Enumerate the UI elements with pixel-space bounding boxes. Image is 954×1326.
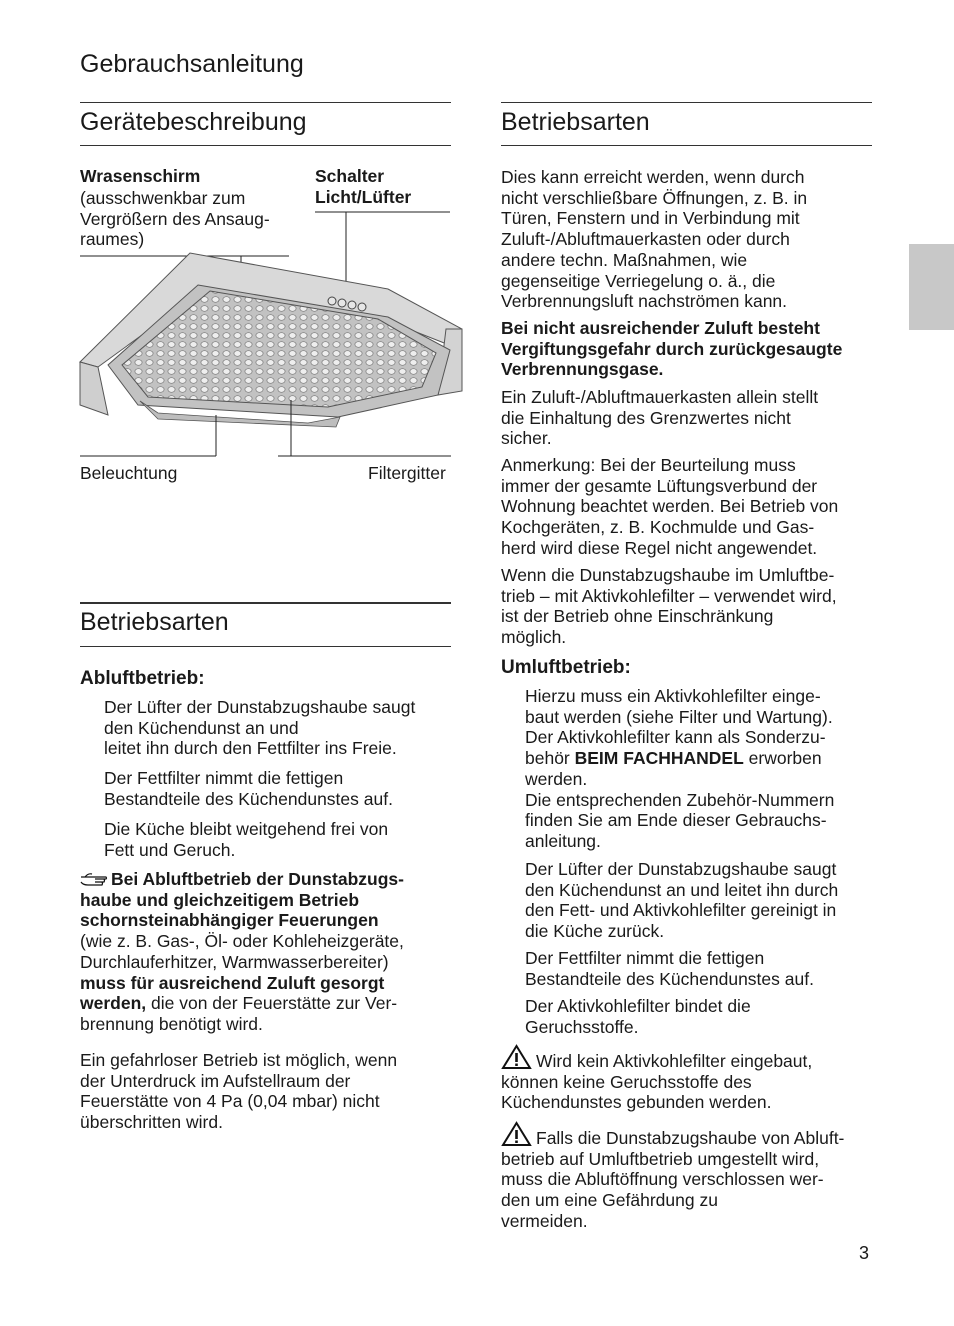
page-title: Gebrauchsanleitung (80, 50, 304, 78)
section-heading-betriebsarten: Betriebsarten (80, 608, 229, 636)
divider (501, 145, 872, 146)
warning-triangle-icon (501, 1044, 532, 1070)
paragraph-umluft-4: Der Aktivkohlefilter bindet die Geruchsstoffe. (525, 996, 751, 1037)
safety-note-text-2: die von der Feuerstätte zur Ver- brennung benötigt wird. (80, 993, 398, 1034)
paragraph-zuluft: Dies kann erreicht werden, wenn durch nicht verschließbare Öffnungen, z. B. in Türen, Fenstern und in Verbindung mit Zuluft-/Abluftmauerkasten oder durch andere techn. Maßnahmen, wie gegenseitige Verriegelung o. ä., die Verbrennungsluft nachströmen kann. (501, 167, 808, 312)
paragraph-gefahrloser-betrieb: Ein gefahrloser Betrieb ist möglich, wenn der Unterdruck im Aufstellraum der Feuerstätte von 4 Pa (0,04 mbar) nicht überschritten wird. (80, 1050, 398, 1133)
paragraph-mauerkasten: Ein Zuluft-/Abluftmauerkasten allein stellt die Einhaltung des Grenzwertes nicht sicher. (501, 387, 819, 449)
paragraph-abluft-3: Die Küche bleibt weitgehend frei von Fett und Geruch. (104, 819, 389, 860)
section-heading-betriebsarten-right: Betriebsarten (501, 108, 650, 136)
paragraph-umluft-info: Wenn die Dunstabzugshaube im Umluftbe- trieb – mit Aktivkohlefilter – verwendet wird, ist der Betrieb ohne Einschränkung möglich. (501, 565, 837, 648)
umluft-text-a: Hierzu muss ein Aktivkohlefilter einge- baut werden (siehe Filter und Wartung). Der Aktivkohlefilter kann als Sonderzu- behör (525, 686, 833, 769)
safety-note-abluft (80, 869, 452, 1035)
label-beleuchtung: Beleuchtung (80, 463, 178, 483)
safety-note-text-1: (wie z. B. Gas-, Öl- oder Kohleheizgeräte, Durchlauferhitzer, Warmwasserbereiter) (80, 931, 404, 972)
paragraph-abluft-2: Der Fettfilter nimmt die fettigen Bestandteile des Küchendunstes auf. (104, 768, 393, 809)
paragraph-umluft-2: Der Lüfter der Dunstabzugshaube saugt den Küchendunst an und leitet ihn durch den Fett- und Aktivkohlefilter gereinigt in die Küche zurück. (525, 859, 839, 942)
section-heading-geraetebeschreibung: Gerätebeschreibung (80, 108, 307, 136)
label-filtergitter: Filtergitter (368, 463, 446, 483)
pointing-hand-icon (80, 871, 108, 887)
label-wrasenschirm-description: (ausschwenkbar zum Vergrößern des Ansaug- raumes) (80, 188, 270, 250)
umluft-text-b: erworben werden. Die entsprechenden Zubehör-Nummern finden Sie am Ende dieser Gebrauchs- anleitung. (525, 748, 835, 851)
subheading-umluftbetrieb: Umluftbetrieb: (501, 657, 631, 678)
warning-aktivkohlefilter (501, 1044, 881, 1113)
page-number: 3 (859, 1243, 870, 1263)
divider (80, 646, 451, 647)
paragraph-abluft-1: Der Lüfter der Dunstabzugshaube saugt den Küchendunst an und leitet ihn durch den Fettfilter ins Freie. (104, 697, 416, 759)
paragraph-anmerkung: Anmerkung: Bei der Beurteilung muss immer der gesamte Lüftungsverbund der Wohnung beachtet werden. Bei Betrieb von Kochgeräten, z. B. Kochmulde und Gas- herd wird diese Regel nicht angewendet. (501, 455, 839, 558)
label-schalter: Schalter Licht/Lüfter (315, 166, 412, 207)
range-hood-illustration (78, 205, 464, 463)
warning-text-2: Falls die Dunstabzugshaube von Abluft- betrieb auf Umluftbetrieb umgestellt wird, muss die Abluftöffnung verschlossen wer- den um eine Gefährdung zu vermeiden. (501, 1128, 845, 1231)
paragraph-umluft-1 (525, 686, 834, 852)
divider (80, 145, 451, 146)
divider (501, 102, 872, 103)
warning-text-1: Wird kein Aktivkohlefilter eingebaut, können keine Geruchsstoffe des Küchendunstes gebunden werden. (501, 1051, 813, 1113)
warning-triangle-icon (501, 1121, 532, 1147)
paragraph-umluft-3: Der Fettfilter nimmt die fettigen Bestandteile des Küchendunstes auf. (525, 948, 814, 989)
divider (80, 602, 451, 604)
safety-note-bold-1: Bei Abluftbetrieb der Dunstabzugs- haube und gleichzeitigem Betrieb schornsteinabhängiger Feuerungen (80, 869, 404, 931)
label-wrasenschirm: Wrasenschirm (80, 166, 201, 186)
safety-note-bold-2: muss für ausreichend Zuluft gesorgt werden, (80, 972, 385, 1014)
paragraph-vergiftungsgefahr: Bei nicht ausreichender Zuluft besteht Vergiftungsgefahr durch zurückgesaugte Verbrennungsgase. (501, 318, 843, 380)
umluft-text-bold: BEIM FACHHANDEL (574, 748, 744, 769)
subheading-abluftbetrieb: Abluftbetrieb: (80, 668, 205, 689)
warning-abluftoeffnung (501, 1121, 881, 1232)
section-tab-marker (909, 244, 954, 330)
divider (80, 102, 451, 103)
